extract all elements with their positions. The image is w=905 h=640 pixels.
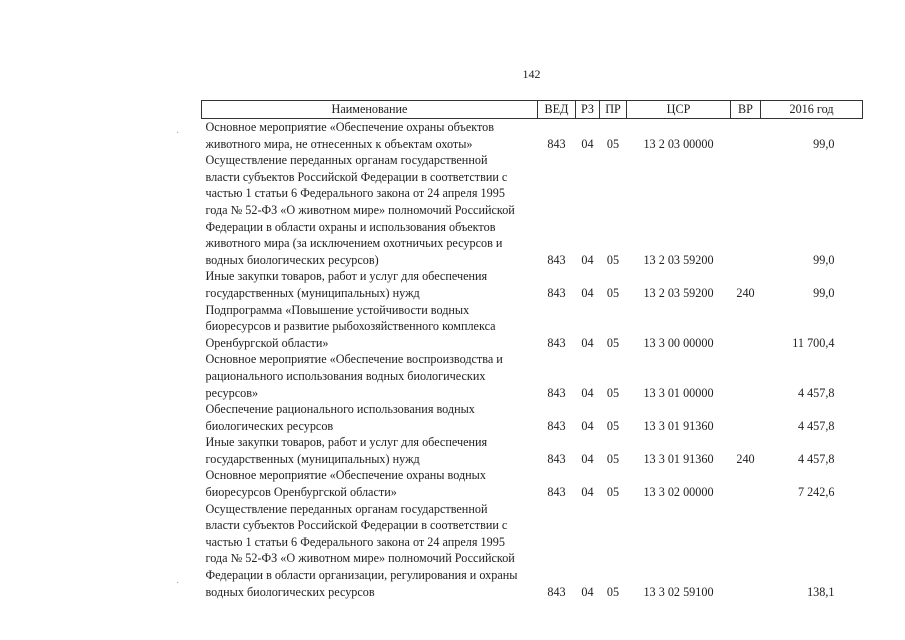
table-row (202, 434, 863, 467)
cell-csr: 13 3 02 59100 (643, 584, 714, 599)
cell-pr: 05 (606, 385, 620, 400)
cell-vr: 240 (736, 285, 755, 300)
cell-name: Основное мероприятие «Обеспечение воспроизводства и рационального использования водных биологических ресурсов» (205, 352, 503, 400)
margin-mark: · (176, 578, 180, 589)
cell-vr (731, 351, 761, 401)
header-year: 2016 год (761, 101, 863, 119)
cell-csr: 13 2 03 00000 (643, 136, 714, 151)
cell-ved: 843 (547, 485, 566, 500)
cell-amount: 4 457,8 (797, 451, 835, 466)
cell-name: Основное мероприятие «Обеспечение охраны водных биоресурсов Оренбургской области» (205, 468, 486, 500)
cell-name: Иные закупки товаров, работ и услуг для обеспечения государственных (муниципальных) нужд (205, 269, 488, 300)
cell-name: Подпрограмма «Повышение устойчивости водных биоресурсов и развитие рыбохозяйственного комплекса Оренбургской области» (205, 302, 496, 350)
table-row (202, 401, 863, 434)
table-row (202, 467, 863, 500)
cell-vr (731, 302, 761, 352)
header-csr: ЦСР (627, 101, 731, 119)
cell-ved: 843 (547, 252, 566, 267)
header-ved: ВЕД (538, 101, 576, 119)
cell-pr: 05 (606, 335, 620, 350)
cell-name: Осуществление переданных органам государственной власти субъектов Российской Федерации в соответствии с частью 1 статьи 6 Федерального закона от 24 апреля 1995 года № 52-ФЗ «О животном мире» полномочий Российской Федерации в области организации, регулирования и охраны водных биологических ресурсов (205, 501, 518, 599)
cell-pr: 05 (606, 285, 620, 300)
cell-rz: 04 (581, 451, 594, 466)
table-row (202, 501, 863, 601)
cell-rz: 04 (581, 285, 594, 300)
cell-amount: 99,0 (813, 285, 835, 300)
cell-ved: 843 (547, 451, 566, 466)
header-pr: ПР (600, 101, 627, 119)
cell-rz: 04 (581, 485, 594, 500)
cell-csr: 13 3 01 91360 (643, 451, 714, 466)
cell-pr: 05 (606, 418, 620, 433)
cell-rz: 04 (581, 385, 594, 400)
cell-vr (731, 467, 761, 500)
table-row (202, 302, 863, 352)
cell-amount: 11 700,4 (792, 335, 835, 350)
table-row (202, 268, 863, 301)
page-number: 142 (522, 67, 541, 81)
cell-name: Обеспечение рационального использования водных биологических ресурсов (205, 402, 475, 433)
cell-amount: 4 457,8 (797, 385, 835, 400)
cell-pr: 05 (606, 485, 620, 500)
header-rz: РЗ (576, 101, 600, 119)
cell-rz: 04 (581, 584, 594, 599)
cell-csr: 13 3 02 00000 (643, 485, 714, 500)
table-body (202, 119, 863, 601)
table-header-row (202, 101, 863, 119)
header-name: Наименование (202, 101, 538, 119)
cell-name: Основное мероприятие «Обеспечение охраны объектов животного мира, не отнесенных к объектам охоты» (205, 120, 495, 151)
cell-vr: 240 (736, 451, 755, 466)
cell-ved: 843 (547, 136, 566, 151)
cell-amount: 4 457,8 (797, 418, 835, 433)
cell-rz: 04 (581, 252, 594, 267)
cell-pr: 05 (606, 584, 620, 599)
cell-name: Иные закупки товаров, работ и услуг для обеспечения государственных (муниципальных) нужд (205, 435, 488, 466)
table-row (202, 351, 863, 401)
margin-mark: · (176, 128, 180, 139)
header-vr: ВР (731, 101, 761, 119)
cell-vr (731, 401, 761, 434)
cell-csr: 13 2 03 59200 (643, 252, 714, 267)
cell-pr: 05 (606, 136, 620, 151)
cell-vr (731, 119, 761, 153)
cell-pr: 05 (606, 451, 620, 466)
cell-rz: 04 (581, 418, 594, 433)
cell-csr: 13 3 01 00000 (643, 385, 714, 400)
cell-name: Осуществление переданных органам государственной власти субъектов Российской Федерации в соответствии с частью 1 статьи 6 Федерального закона от 24 апреля 1995 года № 52-ФЗ «О животном мире» полномочий Российской Федерации в области охраны и использования объектов животного мира (за исключением охотничьих ресурсов и водных биологических ресурсов) (205, 153, 515, 267)
cell-amount: 7 242,6 (797, 485, 835, 500)
budget-table (201, 100, 863, 600)
cell-ved: 843 (547, 418, 566, 433)
cell-ved: 843 (547, 584, 566, 599)
cell-ved: 843 (547, 385, 566, 400)
cell-ved: 843 (547, 335, 566, 350)
cell-amount: 99,0 (813, 136, 835, 151)
cell-csr: 13 3 01 91360 (643, 418, 714, 433)
cell-ved: 843 (547, 285, 566, 300)
cell-rz: 04 (581, 335, 594, 350)
table-row (202, 119, 863, 153)
cell-csr: 13 2 03 59200 (643, 285, 714, 300)
cell-amount: 138,1 (807, 584, 835, 599)
cell-amount: 99,0 (813, 252, 835, 267)
cell-rz: 04 (581, 136, 594, 151)
cell-pr: 05 (606, 252, 620, 267)
cell-vr (731, 152, 761, 268)
table-row (202, 152, 863, 268)
cell-vr (731, 501, 761, 601)
cell-csr: 13 3 00 00000 (643, 335, 714, 350)
